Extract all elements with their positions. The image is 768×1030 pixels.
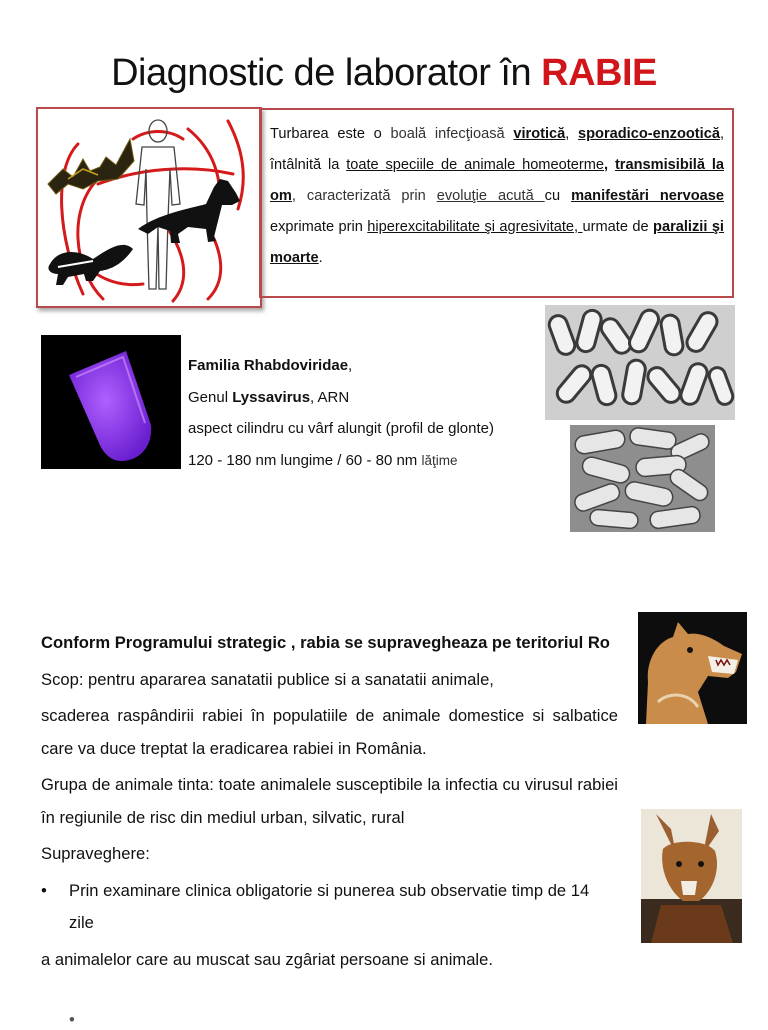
dog-aggressive	[641, 809, 742, 943]
virus-size-line	[188, 445, 548, 477]
virus-family-line	[188, 350, 548, 382]
intro-bold-term: manifestări nervoase	[571, 188, 724, 204]
intro-text: ,	[604, 157, 615, 173]
virus-size: 120 - 180 nm lungime / 60 - 80 nm	[188, 451, 422, 469]
program-target: Grupa de animale tinta: toate animalele susceptibile la infectia cu virusul rabiei în regiunile de risc din mediul urban, silvatic, rural	[41, 775, 618, 827]
intro-text: Turbarea este o	[270, 126, 391, 142]
intro-text: cu	[544, 188, 572, 204]
electron-micrograph-1	[545, 305, 735, 420]
program-after-bullet: a animalelor care au muscat sau zgâriat persoane si animale.	[41, 949, 493, 969]
virus-description	[188, 350, 548, 476]
bullet-mark: •	[41, 880, 47, 900]
intro-text: exprimate prin	[270, 219, 368, 235]
surveillance-program	[41, 627, 618, 976]
micrograph-particles	[545, 305, 735, 420]
intro-paragraph	[259, 108, 734, 298]
bullet-text: Prin examinare clinica obligatorie si punerea sub observatie timp de 14 zile	[69, 880, 590, 932]
program-scope: Scop: pentru apararea sanatatii publice si a sanatatii animale,	[41, 669, 494, 689]
intro-bold-term: transmisibilă la om	[270, 157, 724, 204]
intro-bold-term: paralizii şi moarte	[270, 219, 724, 266]
clipped-next-line: •	[69, 1010, 75, 1029]
dog-snarling	[638, 612, 747, 724]
virion-shape	[41, 335, 181, 469]
virus-shape-line: aspect cilindru cu vârf alungit (profil de glonte)	[188, 420, 494, 437]
intro-text: urmate de	[582, 219, 654, 235]
micrograph-particles-sem	[570, 425, 715, 532]
transmission-illustration	[36, 107, 262, 308]
electron-micrograph-2	[570, 425, 715, 532]
rabid-dog-photo-2	[641, 809, 742, 943]
virus-text: Genul	[188, 388, 233, 406]
title-highlight: RABIE	[541, 52, 657, 94]
intro-text: , întâlnită la	[270, 126, 724, 173]
virion-micrograph	[41, 335, 181, 469]
rabid-dog-photo-1	[638, 612, 747, 724]
intro-bold-term: virotică	[513, 126, 566, 142]
intro-text: , caracterizată prin	[291, 188, 437, 204]
virus-size-tail: lăţime	[421, 452, 458, 468]
intro-underlined-term: hiperexcitabilitate şi agresivitate,	[367, 219, 583, 235]
bullet-item	[41, 875, 618, 940]
virus-text: ,	[348, 357, 353, 374]
intro-text: ,	[565, 126, 579, 142]
intro-underlined-term: toate speciile de animale homeoterme	[346, 157, 605, 173]
intro-text: boală infecţioasă	[390, 126, 514, 142]
intro-underlined-term: evoluţie acută	[436, 188, 545, 204]
virus-genus-line	[188, 382, 548, 414]
program-heading: Conform Programului strategic , rabia se supravegheaza pe teritoriul Ro	[41, 633, 610, 652]
virus-text: , ARN	[310, 388, 350, 406]
page-title	[0, 52, 768, 95]
virus-genus: Lyssavirus	[232, 388, 311, 406]
intro-bold-term: sporadico-enzootică	[578, 126, 720, 142]
virus-family: Familia Rhabdoviridae	[188, 357, 349, 374]
rabies-hosts-drawing	[38, 109, 260, 306]
program-reduction: scaderea raspândirii rabiei în populatiile de animale domestice si salbatice care va duce treptat la eradicarea rabiei in România.	[41, 706, 618, 758]
program-surveillance: Supraveghere:	[41, 844, 150, 863]
title-text: Diagnostic de laborator în	[111, 52, 542, 94]
intro-text: .	[318, 250, 323, 266]
